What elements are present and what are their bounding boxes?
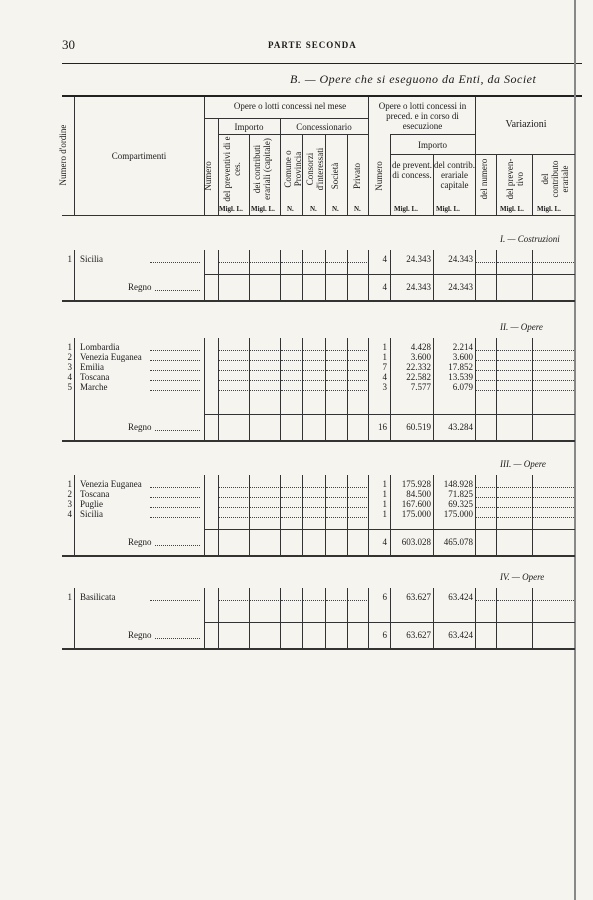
row-number: 3 — [67, 499, 72, 509]
header-societa: Società — [330, 162, 340, 190]
cell-numero: 7 — [382, 362, 387, 372]
leader-dots — [150, 380, 200, 391]
total-preventivo: 60.519 — [406, 422, 431, 432]
region-name: Puglie — [80, 499, 104, 509]
total-contributo: 24.343 — [448, 282, 473, 292]
cell-preventivo: 4.428 — [410, 342, 431, 352]
total-numero: 4 — [382, 537, 387, 547]
row-number: 3 — [67, 362, 72, 372]
section-end-rule — [62, 440, 575, 442]
column-rule — [74, 475, 75, 557]
row-number: 2 — [67, 489, 72, 499]
column-rule — [204, 338, 205, 442]
column-rule — [74, 250, 75, 302]
section-end-rule — [62, 648, 575, 650]
column-rule — [204, 250, 205, 302]
leader-dots — [533, 252, 574, 263]
cell-numero: 1 — [382, 342, 387, 352]
total-label: Regno — [128, 537, 152, 547]
cell-preventivo: 7.577 — [410, 382, 431, 392]
region-name: Sicilia — [80, 509, 103, 519]
section-end-rule — [62, 300, 575, 302]
cell-numero: 4 — [382, 254, 387, 264]
leader-dots — [326, 380, 346, 391]
table-title: B. — Opere che si eseguono da Enti, da Societ — [290, 72, 537, 86]
cell-contributo: 71.825 — [448, 489, 473, 499]
leader-dots — [326, 252, 346, 263]
region-name: Basilicata — [80, 592, 116, 602]
leader-dots — [150, 507, 200, 518]
total-label: Regno — [128, 630, 152, 640]
header-concessionario: Concessionario — [296, 122, 352, 132]
leader-dots — [150, 252, 200, 263]
unit-label: Migl. L. — [251, 205, 275, 213]
leader-dots — [533, 590, 574, 601]
region-name: Toscana — [80, 489, 110, 499]
cell-preventivo: 24.343 — [406, 254, 431, 264]
leader-dots — [533, 507, 574, 518]
cell-numero: 6 — [382, 592, 387, 602]
page-edge — [574, 0, 576, 900]
leader-dots — [497, 380, 531, 391]
column-rule — [204, 475, 205, 557]
total-separator — [204, 529, 575, 530]
region-name: Venezia Euganea — [80, 352, 142, 362]
header-variazioni: Variazioni — [505, 119, 547, 130]
leader-dots — [348, 590, 367, 601]
cell-contributo: 63.424 — [448, 592, 473, 602]
leader-dots — [250, 507, 279, 518]
row-number: 1 — [67, 254, 72, 264]
unit-label: Migl. L. — [394, 205, 418, 213]
header-importo: Importo — [234, 122, 264, 132]
cell-preventivo: 63.627 — [406, 592, 431, 602]
column-rule — [204, 588, 205, 650]
header-importo2: Importo — [418, 140, 447, 150]
leader-dots — [281, 252, 301, 263]
cell-preventivo: 175.000 — [401, 509, 431, 519]
leader-dots — [326, 590, 346, 601]
unit-label: N. — [354, 205, 361, 213]
header-top-rule — [62, 95, 582, 97]
region-name: Lombardia — [80, 342, 120, 352]
unit-label: Migl. L. — [219, 205, 243, 213]
column-rule — [74, 588, 75, 650]
leader-dots — [348, 252, 367, 263]
cell-numero: 1 — [382, 509, 387, 519]
total-separator — [204, 622, 575, 623]
leader-dots — [155, 535, 200, 546]
cell-numero: 1 — [382, 479, 387, 489]
row-number: 4 — [67, 372, 72, 382]
header-opere-mese: Opere o lotti concessi nel mese — [233, 101, 347, 111]
cell-contributo: 148.928 — [443, 479, 473, 489]
row-number: 1 — [67, 479, 72, 489]
total-numero: 6 — [382, 630, 387, 640]
leader-dots — [533, 380, 574, 391]
row-number: 4 — [67, 509, 72, 519]
header-opere-prec: Opere o lotti concessi in preced. e in corso di esecuzione — [378, 101, 467, 131]
section-heading: IV. — Opere — [500, 572, 545, 582]
total-contributo: 465.078 — [443, 537, 473, 547]
header-numero-ordine: Numero d'ordine — [58, 124, 68, 186]
header-del-contrib: del contrib. erariale capitale — [434, 160, 475, 190]
leader-dots — [250, 590, 279, 601]
leader-dots — [348, 380, 367, 391]
unit-label: Migl. L. — [537, 205, 561, 213]
header-numero2: Numero — [374, 161, 384, 191]
cell-numero: 3 — [382, 382, 387, 392]
header-numero: Numero — [203, 161, 213, 191]
row-number: 2 — [67, 352, 72, 362]
leader-dots — [219, 252, 248, 263]
cell-contributo: 6.079 — [452, 382, 473, 392]
header-de-prevent: de prevent. di concess. — [392, 160, 432, 180]
cell-preventivo: 3.600 — [410, 352, 431, 362]
row-number: 5 — [67, 382, 72, 392]
leader-dots — [219, 507, 248, 518]
total-label: Regno — [128, 282, 152, 292]
region-name: Marche — [80, 382, 108, 392]
section-heading: II. — Opere — [500, 322, 543, 332]
leader-dots — [303, 590, 324, 601]
leader-dots — [219, 590, 248, 601]
cell-contributo: 3.600 — [452, 352, 473, 362]
cell-numero: 1 — [382, 499, 387, 509]
leader-dots — [326, 507, 346, 518]
region-name: Toscana — [80, 372, 110, 382]
header-contributi: dei contributi erariali (capitale) — [252, 138, 272, 200]
header-consorzio: Consorzi d'interessati — [305, 147, 325, 191]
leader-dots — [155, 628, 200, 639]
leader-dots — [476, 590, 495, 601]
leader-dots — [303, 507, 324, 518]
cell-contributo: 69.325 — [448, 499, 473, 509]
top-rule — [62, 63, 582, 64]
leader-dots — [250, 252, 279, 263]
cell-preventivo: 84.500 — [406, 489, 431, 499]
total-label: Regno — [128, 422, 152, 432]
unit-label: N. — [310, 205, 317, 213]
region-name: Emilia — [80, 362, 104, 372]
total-numero: 4 — [382, 282, 387, 292]
leader-dots — [348, 507, 367, 518]
leader-dots — [150, 590, 200, 601]
total-contributo: 63.424 — [448, 630, 473, 640]
leader-dots — [250, 380, 279, 391]
total-preventivo: 63.627 — [406, 630, 431, 640]
leader-dots — [476, 507, 495, 518]
section-heading: I. — Costruzioni — [500, 234, 560, 244]
unit-label: N. — [332, 205, 339, 213]
unit-label: Migl. L. — [436, 205, 460, 213]
cell-contributo: 17.852 — [448, 362, 473, 372]
total-preventivo: 603.028 — [401, 537, 431, 547]
leader-dots — [497, 252, 531, 263]
leader-dots — [497, 590, 531, 601]
leader-dots — [497, 507, 531, 518]
leader-dots — [303, 252, 324, 263]
leader-dots — [476, 380, 495, 391]
section-end-rule — [62, 555, 575, 557]
cell-contributo: 24.343 — [448, 254, 473, 264]
total-contributo: 43.284 — [448, 422, 473, 432]
cell-contributo: 175.000 — [443, 509, 473, 519]
cell-numero: 1 — [382, 489, 387, 499]
leader-dots — [281, 380, 301, 391]
leader-dots — [476, 252, 495, 263]
header-comune: Comune o Provincia — [283, 150, 303, 188]
cell-preventivo: 22.582 — [406, 372, 431, 382]
page-number: 30 — [62, 37, 75, 52]
total-preventivo: 24.343 — [406, 282, 431, 292]
total-separator — [204, 274, 575, 275]
section-heading: III. — Opere — [500, 459, 546, 469]
cell-contributo: 2.214 — [452, 342, 473, 352]
cell-numero: 1 — [382, 352, 387, 362]
header-del-contributo: del contributo erariale — [540, 160, 570, 198]
leader-dots — [155, 280, 200, 291]
header-preventivi: del preventivi di e ces. — [222, 136, 242, 202]
leader-dots — [281, 590, 301, 601]
running-head: PARTE SECONDA — [268, 40, 357, 50]
leader-dots — [303, 380, 324, 391]
region-name: Venezia Euganea — [80, 479, 142, 489]
cell-preventivo: 175.928 — [401, 479, 431, 489]
header-del-preventivo: del preven-tivo — [505, 158, 525, 200]
row-number: 1 — [67, 342, 72, 352]
column-rule — [74, 338, 75, 442]
row-number: 1 — [67, 592, 72, 602]
leader-dots — [281, 507, 301, 518]
cell-contributo: 13.539 — [448, 372, 473, 382]
cell-preventivo: 22.332 — [406, 362, 431, 372]
total-numero: 16 — [378, 422, 387, 432]
unit-label: N. — [287, 205, 294, 213]
unit-label: Migl. L. — [500, 205, 524, 213]
total-separator — [204, 414, 575, 415]
cell-numero: 4 — [382, 372, 387, 382]
header-compartimenti: Compartimenti — [111, 151, 167, 161]
region-name: Sicilia — [80, 254, 103, 264]
leader-dots — [219, 380, 248, 391]
header-privato: Privato — [352, 163, 362, 189]
header-del-numero: del numero — [479, 158, 489, 200]
leader-dots — [155, 420, 200, 431]
cell-preventivo: 167.600 — [401, 499, 431, 509]
